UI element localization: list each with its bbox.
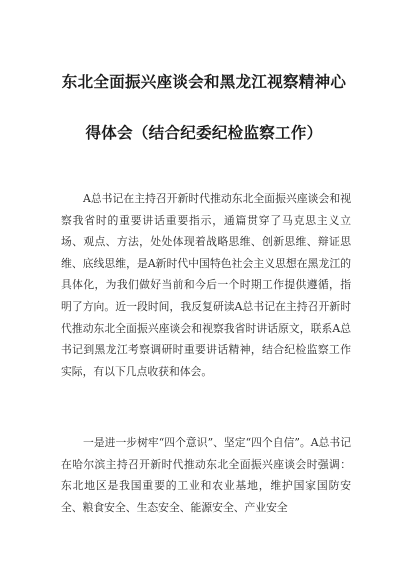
body-paragraph-2-text: 一是进一步树牢“四个意识”、坚定“四个自信”。A总书记在哈尔滨主持召开新时代推动东北全面振兴座谈会时强调：东北地区是我国重要的工业和农业基地，维护国家国防安全、粮食安全、生态安全、能源安全、产业安全: [61, 436, 351, 514]
document-title-line-1: 东北全面振兴座谈会和黑龙江视察精神心: [61, 73, 347, 91]
body-paragraph-1-text: A总书记在主持召开新时代推动东北全面振兴座谈会和视察我省时的重要讲话重要指示，通篇贯穿了马克思主义立场、观点、方法，处处体现着战略思维、创新思维、辩证思维、底线思维，是A新时代中国特色社会主义思想在黑龙江的具体化，为我们做好当前和今后一个时期工作提供遵循，指明了方向。近一段时间，我反复研读A总书记在主持召开新时代推动东北全面振兴座谈会和视察我省时讲话原文，联系A总书记到黑龙江考察调研时重要讲话精神，结合纪检监察工作实际，有以下几点收获和体会。: [61, 192, 351, 378]
body-paragraph-2: [61, 432, 351, 518]
document-title-line-2: 得体会（结合纪委纪检监察工作）: [85, 124, 323, 142]
body-paragraph-1: [61, 188, 351, 382]
